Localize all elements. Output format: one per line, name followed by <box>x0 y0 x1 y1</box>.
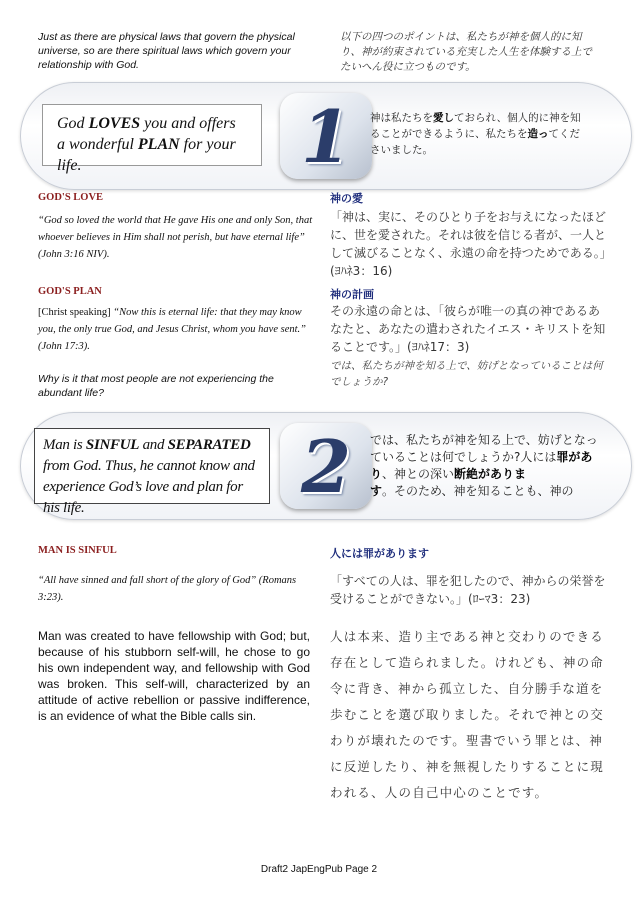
man-sinful-verse: “All have sinned and fall short of the glory of God” (Romans 3:23). <box>38 575 297 603</box>
principle-1-english-box <box>42 104 262 174</box>
gods-plan-heading: GOD'S PLAN <box>38 286 102 297</box>
principle-1-number: 1 <box>300 94 352 179</box>
principle-1-number-badge <box>280 93 372 179</box>
gods-plan-verse-ja: その永遠の命とは、「彼らが唯一の真の神であるあなたと、あなたの遣わされたイエス・キリストを知ることです。」(ﾖﾊﾈ17：3) <box>330 304 606 354</box>
man-sinful-heading: MAN IS SINFUL <box>38 545 117 556</box>
principle-1-ja-b: ておられ、個人的に神を知ることができるように、私たちを <box>370 112 581 140</box>
principle-2-ja-b: 、神との深い <box>382 467 455 481</box>
principle-2-ja-bold-c: す <box>370 484 383 498</box>
transition-question-ja: では、私たちが神を知る上で、妨げとなっていることは何でしょうか? <box>330 360 603 388</box>
principle-1-banner <box>20 82 632 190</box>
principle-1-plan: PLAN <box>137 136 180 153</box>
man-sinful-verse-ja: 「すべての人は、罪を犯したので、神からの栄誉を受けることができない。」(ﾛｰﾏ3：23) <box>330 574 606 606</box>
principle-2-japanese <box>370 432 602 500</box>
gods-love-verse: “God so loved the world that He gave His one and only Son, that whoever believes in Him shall not perish, but have eternal life” (John 3:16 NIV). <box>38 215 313 260</box>
gods-plan-heading-ja: 神の計画 <box>330 288 374 301</box>
gods-love-heading: GOD'S LOVE <box>38 192 104 203</box>
man-sinful-body: Man was created to have fellowship with God; but, because of his stubborn self-will, he chose to go his own independent way, and fellowship with God was broken. This self-will, characterized by an attitude of active rebellion or passive indifference, is an evidence of what the Bible calls sin. <box>38 629 310 723</box>
principle-1-ja-a: 神は私たちを <box>370 112 433 124</box>
gods-plan-prefix: [Christ speaking] <box>38 307 114 318</box>
principle-2-text-b: and <box>139 437 168 453</box>
principle-2-english-box <box>34 428 270 516</box>
principle-2-number-badge <box>280 423 372 509</box>
intro-japanese: 以下の四つのポイントは、私たちが神を個人的に知り、神が約束されている充実した人生を体験する上でたいへん役に立つものです。 <box>340 31 592 73</box>
principle-1-ja-bold-b: 造っ <box>527 128 549 140</box>
transition-question: Why is it that most people are not experiencing the abundant life? <box>38 373 274 399</box>
principle-2-separated: SEPARATED <box>167 437 251 453</box>
principle-2-sinful: SINFUL <box>85 437 140 453</box>
principle-2-ja-a: では、私たちが神を知る上で、妨げとなっていることは何でしょうか?人には <box>370 433 598 464</box>
principle-1-text-b: you and offers a wonderful <box>57 115 236 153</box>
gods-love-verse-ja: 「神は、実に、そのひとり子をお与えになったほどに、世を愛された。それは彼を信じる者が、一人として滅びることなく、永遠の命を持つためである。」(ﾖﾊﾈ3：16) <box>330 210 607 278</box>
gods-plan-verse-block <box>38 304 322 355</box>
principle-1-japanese <box>370 110 585 158</box>
principle-1-ja-c: てくださいました。 <box>370 128 580 156</box>
principle-1-loves: LOVES <box>88 115 141 132</box>
principle-1-text-c: for your life. <box>57 136 236 174</box>
gods-love-heading-ja: 神の愛 <box>330 192 363 205</box>
principle-2-banner <box>20 412 632 520</box>
gods-plan-verse: “Now this is eternal life: that they may know you, the only true God, and Jesus Christ, whom you have sent.” (John 17:3). <box>38 307 307 352</box>
principle-2-ja-bold-a: 罪があり <box>370 450 593 481</box>
principle-2-ja-c: 。そのため、神を知ることも、神の <box>382 484 574 498</box>
principle-1-ja-bold-a: 愛し <box>433 112 454 124</box>
man-sinful-body-ja: 人は本来、造り主である神と交わりのできる存在として造られました。けれども、神の命令に背き、神から孤立した、自分勝手な道を歩むことを選び取りました。それで神との交わりが壊れたのです。聖書でいう罪とは、神に反逆したり、神を無視したりすることに現われる、人の自己中心のことです。 <box>330 629 605 800</box>
principle-2-number: 2 <box>300 424 352 509</box>
principle-2-text-a: Man is <box>43 437 86 453</box>
principle-2-text-c: from God. Thus, he cannot know and experience God’s love and plan for his life. <box>43 458 255 516</box>
principle-1-text-a: God <box>57 115 89 132</box>
man-sinful-heading-ja: 人には罪があります <box>330 547 429 560</box>
intro-english: Just as there are physical laws that govern the physical universe, so are there spiritual laws which govern your relationship with God. <box>38 31 295 71</box>
page-footer: Draft2 JapEngPub Page 2 <box>260 864 378 875</box>
principle-2-ja-bold-b: 断絶がありま <box>454 467 527 481</box>
